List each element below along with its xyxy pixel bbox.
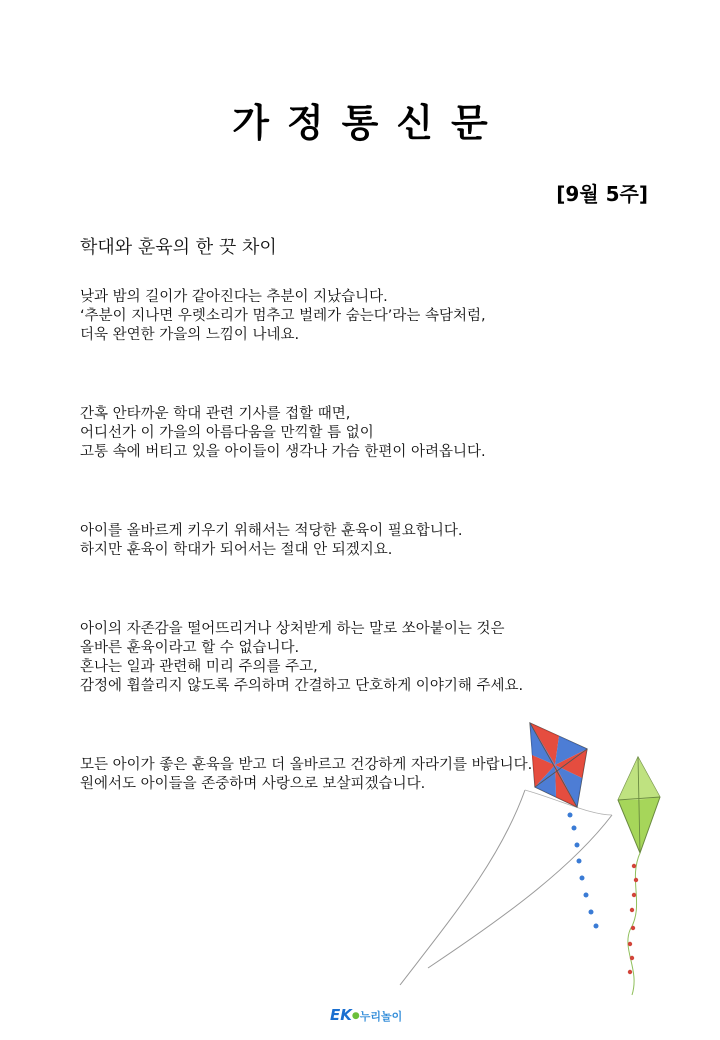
left-kite-tail <box>568 813 599 929</box>
logo-text: 누리놀이 <box>359 1010 403 1023</box>
text-line: 혼나는 일과 관련해 미리 주의를 주고, <box>80 659 318 675</box>
page-title: 가정통신문 <box>232 101 506 145</box>
text-line: 고통 속에 버티고 있을 아이들이 생각나 가슴 한편이 아려옵니다. <box>80 444 486 460</box>
text-line: 원에서도 아이들을 존중하며 사랑으로 보살피겠습니다. <box>80 776 426 792</box>
logo-ek: EK <box>330 1006 352 1024</box>
kite-string <box>428 815 612 968</box>
text-line: 낮과 밤의 길이가 같아진다는 추분이 지났습니다. <box>80 289 388 305</box>
logo-dot-icon: ● <box>351 1011 360 1021</box>
brand-logo <box>330 1006 402 1024</box>
article-heading: 학대와 훈육의 한 끗 차이 <box>80 237 277 258</box>
text-line: ‘추분이 지나면 우렛소리가 멈추고 벌레가 숨는다’라는 속담처럼, <box>80 308 486 324</box>
right-kite <box>618 757 660 853</box>
text-line: 아이의 자존감을 떨어뜨리거나 상처받게 하는 말로 쏘아붙이는 것은 <box>80 621 505 637</box>
text-line: 모든 아이가 좋은 훈육을 받고 더 올바르고 건강하게 자라기를 바랍니다. <box>80 757 533 773</box>
text-line: 어디선가 이 가을의 아름다움을 만끽할 틈 없이 <box>80 425 374 441</box>
text-line: 더욱 완연한 가을의 느낌이 나네요. <box>80 327 300 343</box>
week-label: [9월 5주] <box>556 182 648 206</box>
kite-string <box>400 790 525 985</box>
text-line: 하지만 훈육이 학대가 되어서는 절대 안 되겠지요. <box>80 542 393 558</box>
text-line: 아이를 올바르게 키우기 위해서는 적당한 훈육이 필요합니다. <box>80 523 463 539</box>
right-kite-tail <box>628 864 638 974</box>
text-line: 간혹 안타까운 학대 관련 기사를 접할 때면, <box>80 406 351 422</box>
text-line: 감정에 휩쓸리지 않도록 주의하며 간결하고 단호하게 이야기해 주세요. <box>80 678 524 694</box>
text-line: 올바른 훈육이라고 할 수 없습니다. <box>80 640 300 656</box>
